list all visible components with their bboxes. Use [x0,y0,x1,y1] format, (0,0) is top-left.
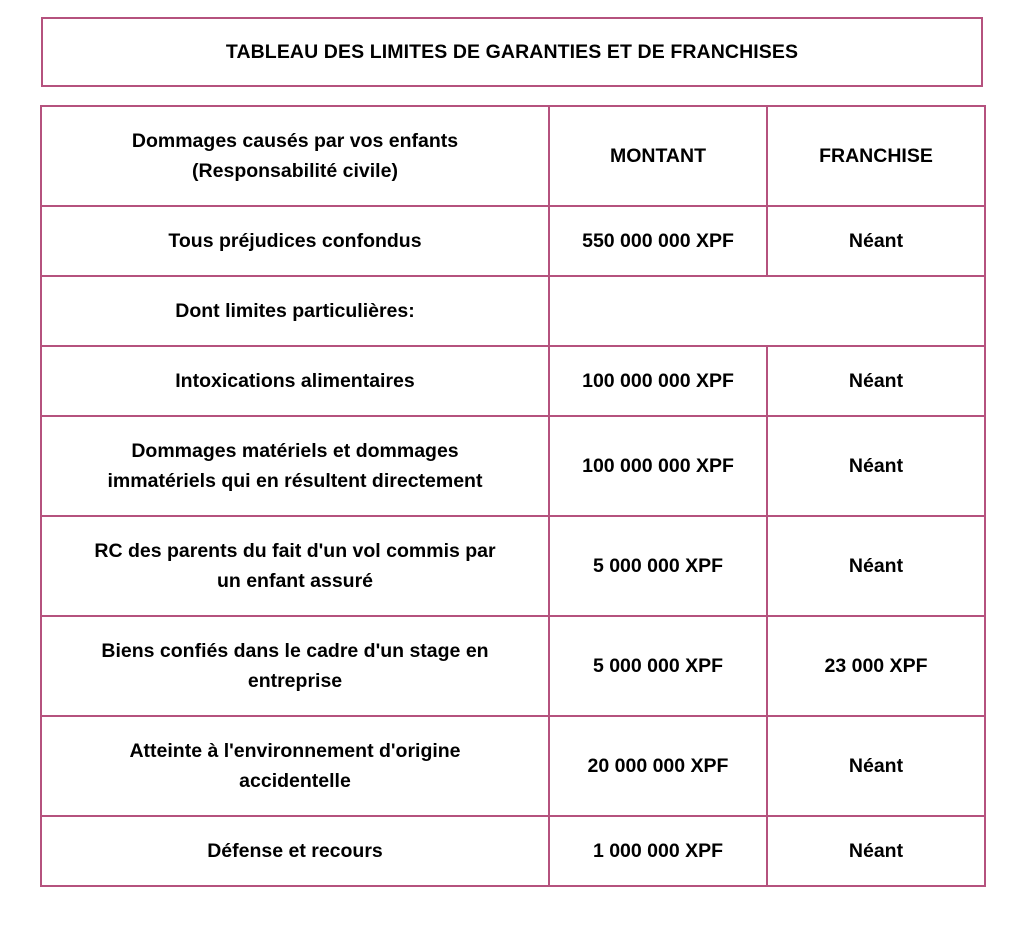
row-montant: 5 000 000 XPF [549,616,767,716]
row-montant: 20 000 000 XPF [549,716,767,816]
table-row [41,516,985,616]
row-label-line1: Biens confiés dans le cadre d'un stage en [101,640,489,662]
row-montant: 100 000 000 XPF [549,346,767,416]
row-montant: 100 000 000 XPF [549,416,767,516]
row-franchise: Néant [767,346,985,416]
table-row [41,716,985,816]
row-franchise: 23 000 XPF [767,616,985,716]
table-row [41,206,985,276]
header-coverage-line2: (Responsabilité civile) [192,160,398,182]
row-franchise: Néant [767,416,985,516]
header-coverage-line1: Dommages causés par vos enfants [131,130,459,152]
row-label-line2: entreprise [247,670,343,692]
row-label-line2: un enfant assuré [216,570,374,592]
row-label [41,616,549,716]
row-label-line1: Dommages matériels et dommages [131,440,459,462]
row-label [41,416,549,516]
row-empty-merged-cell [549,276,985,346]
row-montant: 550 000 000 XPF [549,206,767,276]
row-label [41,516,549,616]
table-title: TABLEAU DES LIMITES DE GARANTIES ET DE FRANCHISES [225,40,799,63]
row-label-line2: accidentelle [239,770,351,792]
table-row-section [41,276,985,346]
row-label: Dont limites particulières: [41,276,549,346]
table-title-box [41,17,983,87]
row-franchise: Néant [767,716,985,816]
table-header-row [41,106,985,206]
header-cell-coverage [41,106,549,206]
row-label-line1: RC des parents du fait d'un vol commis par [94,540,496,562]
row-franchise: Néant [767,206,985,276]
row-montant: 5 000 000 XPF [549,516,767,616]
table-row [41,416,985,516]
row-label-line2: immatériels qui en résultent directement [107,470,483,492]
table-row [41,346,985,416]
row-label: Intoxications alimentaires [41,346,549,416]
row-franchise: Néant [767,516,985,616]
row-label: Défense et recours [41,816,549,886]
row-franchise: Néant [767,816,985,886]
table-row [41,616,985,716]
header-cell-montant: MONTANT [549,106,767,206]
header-cell-franchise: FRANCHISE [767,106,985,206]
limits-table [40,105,986,887]
row-label: Tous préjudices confondus [41,206,549,276]
row-label [41,716,549,816]
row-montant: 1 000 000 XPF [549,816,767,886]
table-row [41,816,985,886]
row-label-line1: Atteinte à l'environnement d'origine [129,740,461,762]
